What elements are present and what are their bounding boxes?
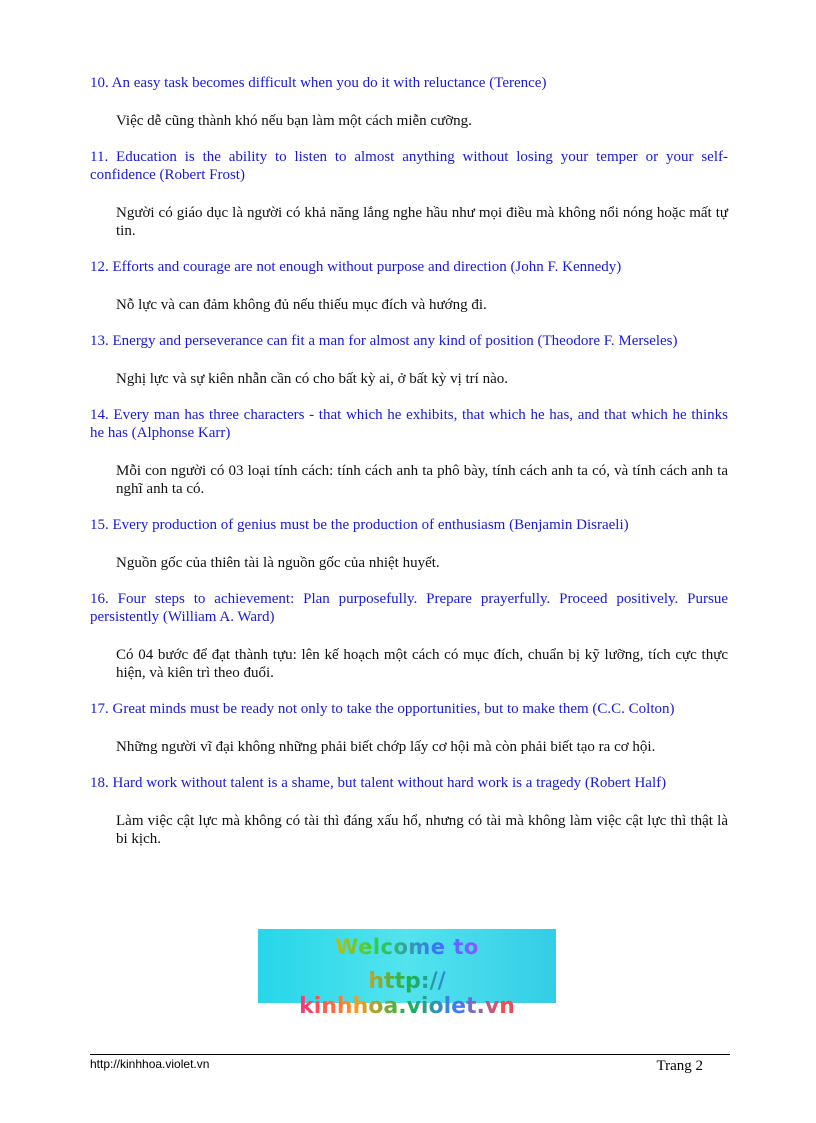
quote-text: 10. An easy task becomes difficult when you do it with reluctance (Terence): [90, 75, 547, 91]
banner-url-text: http:// kinhhoa.violet.vn: [258, 969, 556, 1019]
quote-text: 18. Hard work without talent is a shame, but talent without hard work is a tragedy (Robert Half): [90, 775, 667, 791]
quote-text: 12. Efforts and courage are not enough without purpose and direction (John F. Kennedy): [90, 259, 622, 275]
quote-entry-17: [90, 700, 728, 756]
quote-translation: Nguồn gốc của thiên tài là nguồn gốc của nhiệt huyết.: [116, 555, 440, 571]
footer-divider: [90, 1054, 730, 1055]
page-number: Trang 2: [656, 1058, 703, 1074]
footer-url: http://kinhhoa.violet.vn: [90, 1057, 210, 1071]
quote-translation: Những người vĩ đại không những phải biết chớp lấy cơ hội mà còn phải biết tạo ra cơ hội.: [116, 739, 656, 755]
quote-text: 11. Education is the ability to listen to almost anything without losing your temper or your self-confidence (Robert Frost): [90, 149, 728, 183]
quote-text: 17. Great minds must be ready not only to take the opportunities, but to make them (C.C. Colton): [90, 701, 675, 717]
quote-entry-18: [90, 774, 728, 848]
quote-translation: Người có giáo dục là người có khả năng lắng nghe hầu như mọi điều mà không nổi nóng hoặc mất tự tin.: [116, 205, 728, 239]
welcome-banner-image: [258, 929, 556, 1019]
quote-translation: Việc dễ cũng thành khó nếu bạn làm một cách miễn cưỡng.: [116, 113, 472, 129]
document-body: [90, 74, 728, 866]
quote-entry-16: [90, 590, 728, 682]
quote-text: 15. Every production of genius must be the production of enthusiasm (Benjamin Disraeli): [90, 517, 629, 533]
quote-translation: Mỗi con người có 03 loại tính cách: tính cách anh ta phô bày, tính cách anh ta có, và tính cách anh ta nghĩ anh ta có.: [116, 463, 728, 497]
quote-translation: Nghị lực và sự kiên nhẫn cần có cho bất kỳ ai, ở bất kỳ vị trí nào.: [116, 371, 509, 387]
quote-entry-10: [90, 74, 728, 130]
quote-translation: Nỗ lực và can đảm không đủ nếu thiếu mục đích và hướng đi.: [116, 297, 487, 313]
banner-welcome-text: Welcome to: [258, 935, 556, 959]
quote-text: 14. Every man has three characters - that which he exhibits, that which he has, and that which he thinks he has (Alphonse Karr): [90, 407, 728, 441]
quote-entry-11: [90, 148, 728, 240]
quote-entry-13: [90, 332, 728, 388]
quote-entry-12: [90, 258, 728, 314]
quote-entry-15: [90, 516, 728, 572]
quote-text: 16. Four steps to achievement: Plan purposefully. Prepare prayerfully. Proceed positively. Pursue persistently (William A. Ward): [90, 591, 728, 625]
quote-translation: Làm việc cật lực mà không có tài thì đáng xấu hổ, nhưng có tài mà không làm việc cật lực thì thật là bi kịch.: [116, 813, 728, 847]
quote-text: 13. Energy and perseverance can fit a man for almost any kind of position (Theodore F. Merseles): [90, 333, 678, 349]
quote-entry-14: [90, 406, 728, 498]
quote-translation: Có 04 bước để đạt thành tựu: lên kế hoạch một cách có mục đích, chuẩn bị kỹ lưỡng, tích cực thực hiện, và kiên trì theo đuổi.: [116, 647, 728, 681]
